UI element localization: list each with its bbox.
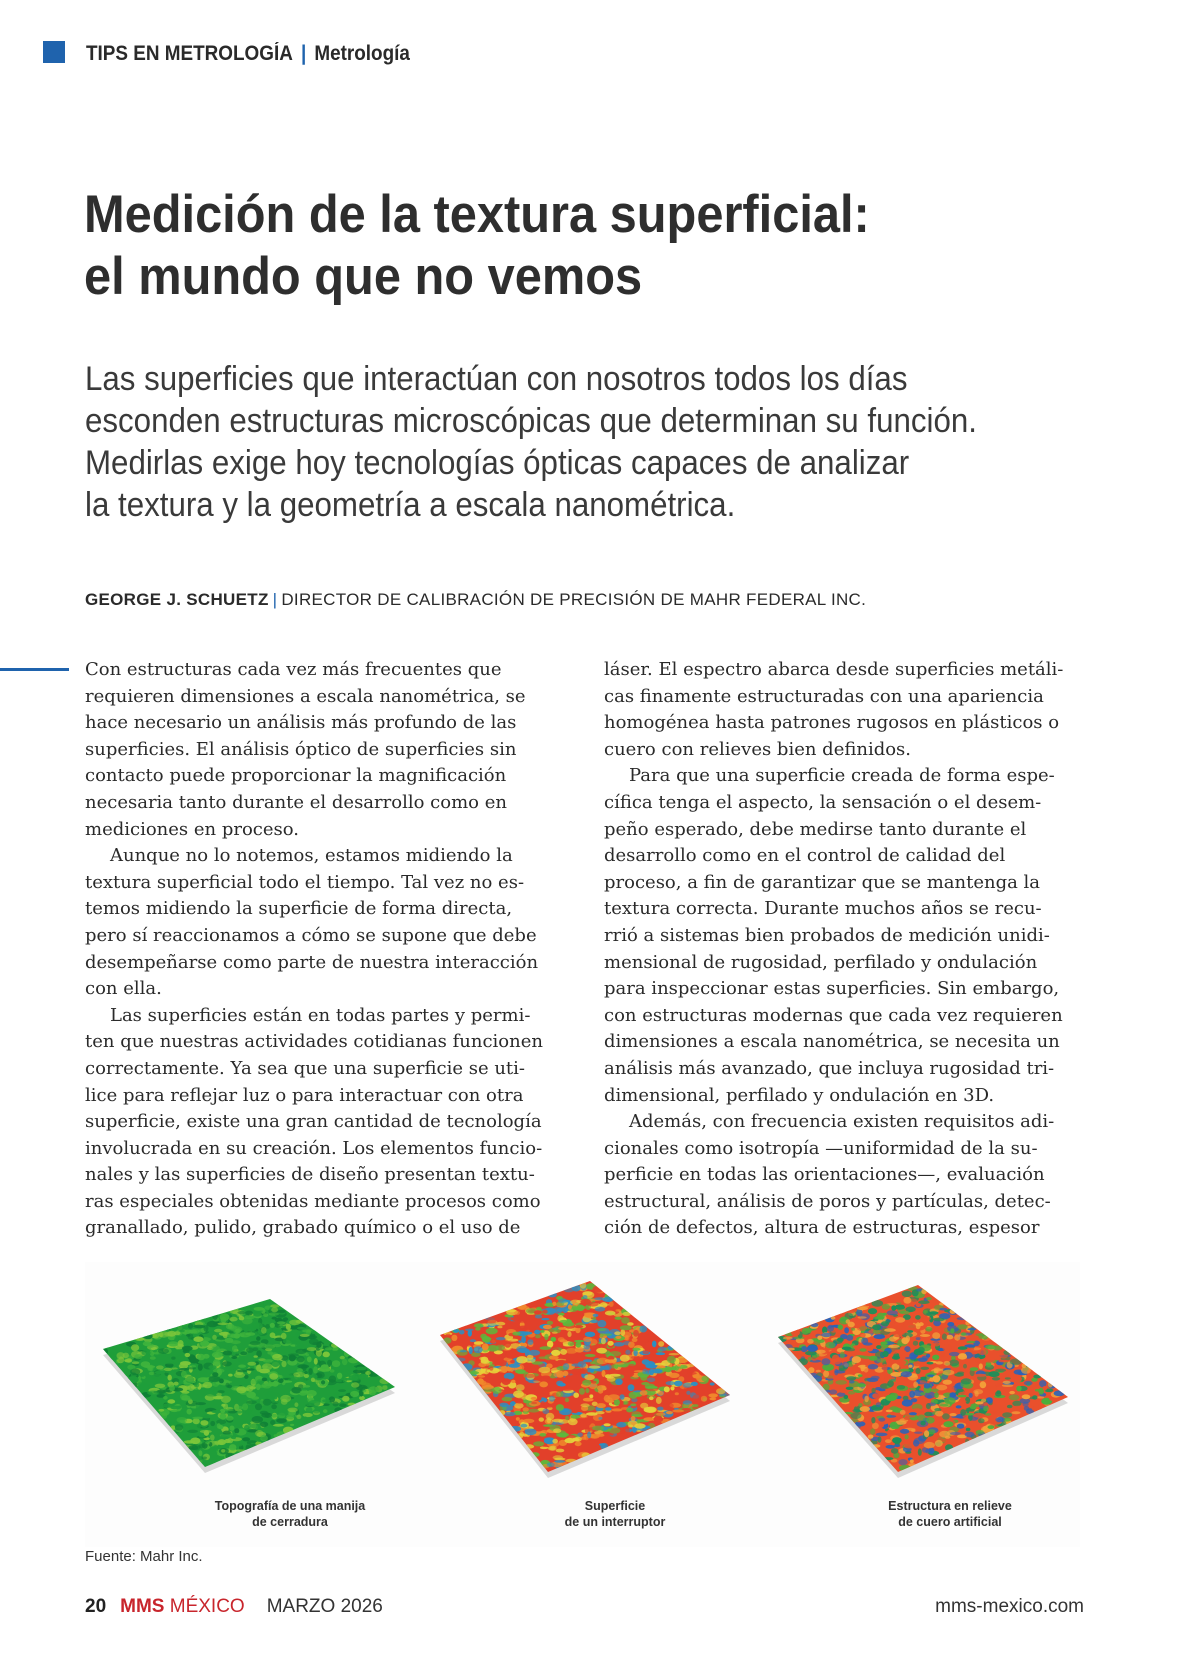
surface-figure: [85, 1262, 1080, 1547]
body-text-line: involucrada en su creación. Los elementos funcio-: [85, 1137, 543, 1159]
body-text-line: ten que nuestras actividades cotidianas funcionen: [85, 1031, 543, 1053]
body-text-line: estructural, análisis de poros y partículas, detec-: [604, 1190, 1051, 1212]
body-text-line: análisis más avanzado, que incluya rugosidad tri-: [604, 1057, 1055, 1079]
body-text-line: hace necesario un análisis más profundo de las: [85, 712, 517, 734]
deck-line: Medirlas exige hoy tecnologías ópticas capaces de analizar: [85, 444, 910, 482]
section-category: Metrología: [314, 42, 410, 65]
figure-caption: [790, 1498, 1110, 1530]
byline: [85, 590, 866, 610]
leather-relief-3d-image: [768, 1277, 1078, 1487]
caption-line: de cerradura: [252, 1515, 328, 1529]
caption-line: Superficie: [584, 1499, 646, 1513]
body-text-line: Las superficies están en todas partes y permi-: [110, 1004, 531, 1026]
body-text-line: correctamente. Ya sea que una superficie se uti-: [85, 1057, 525, 1079]
figure-source: Fuente: Mahr Inc.: [85, 1548, 203, 1565]
switch-surface-3d-image: [430, 1277, 740, 1487]
body-text-line: desarrollo como en el control de calidad del: [604, 845, 1006, 867]
figure-caption: [455, 1498, 775, 1530]
body-text-line: Para que una superficie creada de forma espe-: [629, 765, 1055, 787]
section-marker: [43, 41, 65, 63]
body-column-left: [85, 657, 565, 1242]
body-text-line: textura superficial todo el tiempo. Tal vez no es-: [85, 871, 525, 893]
caption-line: Topografía de una manija: [214, 1499, 366, 1513]
issue-date: MARZO 2026: [266, 1596, 383, 1617]
body-text-line: con estructuras modernas que cada vez requieren: [604, 1004, 1063, 1026]
body-text-line: perficie en todas las orientaciones—, evaluación: [604, 1164, 1045, 1186]
caption-line: Estructura en relieve: [888, 1499, 1012, 1513]
body-text-line: temos midiendo la superficie de forma directa,: [85, 898, 513, 920]
byline-author: GEORGE J. SCHUETZ: [85, 590, 269, 609]
body-text-line: láser. El espectro abarca desde superficies metáli-: [604, 659, 1064, 680]
body-text-line: dimensiones a escala nanométrica, se necesita un: [604, 1031, 1060, 1053]
topography-3d-image: [95, 1277, 405, 1487]
body-text-line: para inspeccionar estas superficies. Sin embargo,: [604, 978, 1060, 1000]
deck-line: la textura y la geometría a escala nanométrica.: [85, 486, 736, 524]
body-text-line: necesaria tanto durante el desarrollo como en: [85, 791, 507, 813]
body-text-line: ción de defectos, altura de estructuras, espesor: [604, 1217, 1040, 1239]
body-text-line: peño esperado, debe medirse tanto durante el: [604, 818, 1027, 840]
section-name: TIPS EN METROLOGÍA: [86, 42, 293, 65]
body-column-right: [604, 657, 1084, 1242]
body-text-line: mensional de rugosidad, perfilado y ondulación: [604, 951, 1038, 973]
byline-separator: |: [272, 590, 278, 609]
body-text-line: con ella.: [85, 978, 162, 1000]
body-text-line: mediciones en proceso.: [85, 818, 300, 840]
body-text-line: contacto puede proporcionar la magnificación: [85, 765, 507, 787]
website-link[interactable]: mms-mexico.com: [935, 1596, 1084, 1617]
figure-caption: [130, 1498, 450, 1530]
article-deck: [85, 358, 977, 526]
brand-mms: MMS: [120, 1596, 165, 1617]
body-text-line: superficies. El análisis óptico de superficies sin: [85, 738, 517, 760]
deck-line: Las superficies que interactúan con nosotros todos los días: [85, 360, 908, 398]
brand-country: MÉXICO: [169, 1596, 245, 1617]
body-text-line: superficie, existe una gran cantidad de tecnología: [85, 1111, 542, 1133]
body-text-line: Con estructuras cada vez más frecuentes que: [85, 659, 502, 680]
body-text-line: homogénea hasta patrones rugosos en plásticos o: [604, 712, 1060, 734]
section-separator: |: [300, 42, 307, 65]
body-text-line: proceso, a fin de garantizar que se mantenga la: [604, 871, 1041, 893]
body-text-line: dimensional, perfilado y ondulación en 3D.: [604, 1084, 995, 1106]
article-title: [84, 184, 870, 308]
body-text-line: cuero con relieves bien definidos.: [604, 738, 912, 760]
body-text-line: pero sí reaccionamos a cómo se supone que debe: [85, 924, 537, 946]
caption-line: de cuero artificial: [898, 1515, 1002, 1529]
body-text-line: Aunque no lo notemos, estamos midiendo la: [110, 845, 513, 867]
body-text-line: requieren dimensiones a escala nanométrica, se: [85, 685, 526, 707]
body-text-line: cas finamente estructuradas con una apariencia: [604, 685, 1044, 707]
page-footer: [85, 1596, 383, 1618]
page-number: 20: [85, 1596, 107, 1617]
body-text-line: textura correcta. Durante muchos años se recu-: [604, 898, 1042, 920]
byline-role: DIRECTOR DE CALIBRACIÓN DE PRECISIÓN DE MAHR FEDERAL INC.: [281, 590, 867, 609]
section-header: [86, 42, 410, 66]
body-text-line: cífica tenga el aspecto, la sensación o el desem-: [604, 791, 1042, 813]
figure-panel-handle-topography: [95, 1277, 405, 1487]
body-text-line: nales y las superficies de diseño presentan textu-: [85, 1164, 535, 1186]
figure-panel-switch-surface: [430, 1277, 740, 1487]
figure-panel-leather-relief: [768, 1277, 1078, 1487]
body-text-line: desempeñarse como parte de nuestra interacción: [85, 951, 539, 973]
body-text-line: lice para reflejar luz o para interactuar con otra: [85, 1084, 524, 1106]
body-text-line: Además, con frecuencia existen requisitos adi-: [629, 1111, 1055, 1133]
deck-line: esconden estructuras microscópicas que determinan su función.: [85, 402, 977, 440]
title-line: Medición de la textura superficial:: [84, 185, 870, 244]
caption-line: de un interruptor: [564, 1515, 666, 1529]
body-text-line: ras especiales obtenidas mediante procesos como: [85, 1190, 541, 1212]
body-text-line: rrió a sistemas bien probados de medición unidi-: [604, 924, 1050, 946]
title-line: el mundo que no vemos: [84, 247, 643, 306]
column-start-rule: [0, 668, 69, 671]
body-text-line: granallado, pulido, grabado químico o el uso de: [85, 1217, 521, 1239]
body-text-line: cionales como isotropía —uniformidad de la su-: [604, 1137, 1038, 1159]
